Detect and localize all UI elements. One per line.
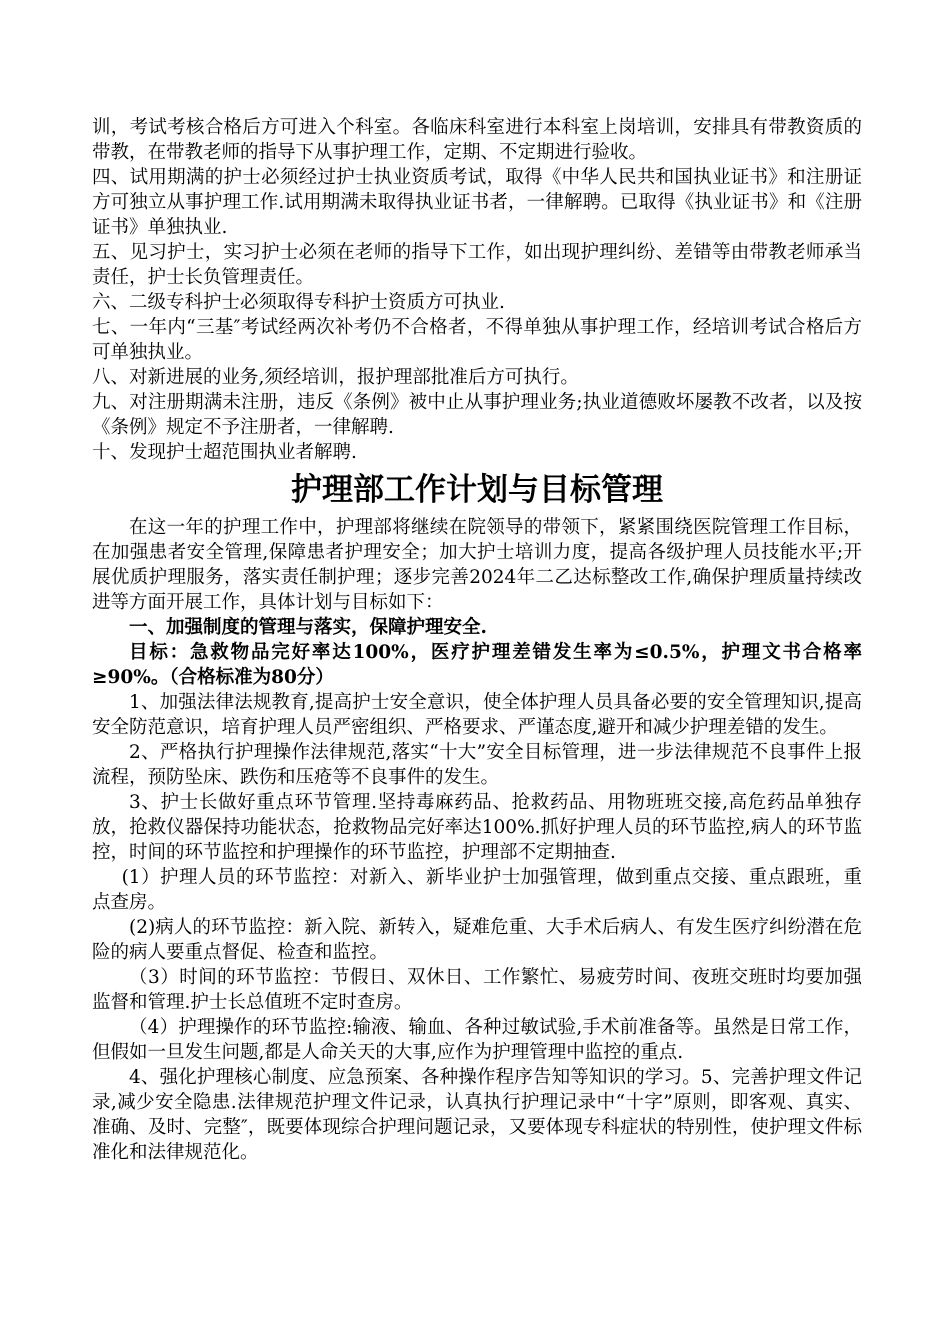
list-paragraph: 六、二级专科护士必须取得专科护士资质方可执业. (92, 292, 505, 313)
item-paragraph: 4、强化护理核心制度、应急预案、各种操作程序告知等知识的学习。5、完善护理文件记录,减少安全隐患.法律规范护理文件记录，认真执行护理记录中“十字”原则，即客观、真实、准确、及时、完整″，既要体现综合护理问题记录，又要体现专科症状的特别性，使护理文件标准化和法律规范化。 (92, 1067, 862, 1163)
document-title: 护理部工作计划与目标管理 (291, 472, 663, 508)
list-paragraph: 四、试用期满的护士必须经过护士执业资质考试，取得《中华人民共和国执业证书》和注册证方可独立从事护理工作.试用期满未取得执业证书者，一律解聘。已取得《执业证书》和《注册证书》单独执业. (92, 167, 862, 238)
list-paragraph: 九、对注册期满未注册，违反《条例》被中止从事护理业务;执业道德败坏屡教不改者，以及按《条例》规定不予注册者，一律解聘. (92, 392, 862, 438)
list-paragraph: 五、见习护士，实习护士必须在老师的指导下工作，如出现护理纠纷、差错等由带教老师承当责任，护士长负管理责任。 (92, 242, 862, 288)
list-paragraph: 训，考试考核合格后方可进入个科室。各临床科室进行本科室上岗培训，安排具有带教资质的带教，在带教老师的指导下从事护理工作，定期、不定期进行验收。 (92, 117, 862, 163)
section-goal: 目标：急救物品完好率达100%，医疗护理差错发生率为≤0.5%，护理文书合格率≥90%。（合格标准为80分） (92, 642, 862, 688)
sub-item-paragraph: （4）护理操作的环节监控:输液、输血、各种过敏试验,手术前准备等。虽然是日常工作，但假如一旦发生问题,都是人命关天的大事,应作为护理管理中监控的重点. (92, 1017, 862, 1063)
sub-item-paragraph: (1）护理人员的环节监控：对新入、新毕业护士加强管理，做到重点交接、重点跟班，重点查房。 (92, 867, 862, 913)
list-paragraph: 十、发现护士超范围执业者解聘. (92, 442, 357, 463)
section-heading: 一、加强制度的管理与落实，保障护理安全. (129, 617, 487, 638)
sub-item-paragraph: (2)病人的环节监控：新入院、新转入，疑难危重、大手术后病人、有发生医疗纠纷潜在危险的病人要重点督促、检查和监控。 (92, 917, 862, 963)
list-paragraph: 七、一年内“三基″考试经两次补考仍不合格者，不得单独从事护理工作，经培训考试合格后方可单独执业。 (92, 317, 862, 363)
item-paragraph: 2、严格执行护理操作法律规范,落实“十大”安全目标管理，进一步法律规范不良事件上报流程，预防坠床、跌伤和压疮等不良事件的发生。 (92, 742, 862, 788)
item-paragraph: 1、加强法律法规教育,提高护士安全意识，使全体护理人员具备必要的安全管理知识,提高安全防范意识，培育护理人员严密组织、严格要求、严谨态度,避开和减少护理差错的发生。 (92, 692, 862, 738)
list-paragraph: 八、对新进展的业务,须经培训，报护理部批准后方可执行。 (92, 367, 579, 388)
sub-item-paragraph: （3）时间的环节监控：节假日、双休日、工作繁忙、易疲劳时间、夜班交班时均要加强监督和管理.护士长总值班不定时查房。 (92, 967, 862, 1013)
item-paragraph: 3、护士长做好重点环节管理.坚持毒麻药品、抢救药品、用物班班交接,高危药品单独存放，抢救仪器保持功能状态，抢救物品完好率达100%.抓好护理人员的环节监控,病人的环节监控，时间的环节监控和护理操作的环节监控，护理部不定期抽查. (92, 792, 862, 863)
intro-paragraph: 在这一年的护理工作中，护理部将继续在院领导的带领下，紧紧围绕医院管理工作目标，在加强患者安全管理,保障患者护理安全；加大护士培训力度，提高各级护理人员技能水平;开展优质护理服务，落实责任制护理；逐步完善2024年二乙达标整改工作,确保护理质量持续改进等方面开展工作，具体计划与目标如下： (92, 517, 862, 613)
